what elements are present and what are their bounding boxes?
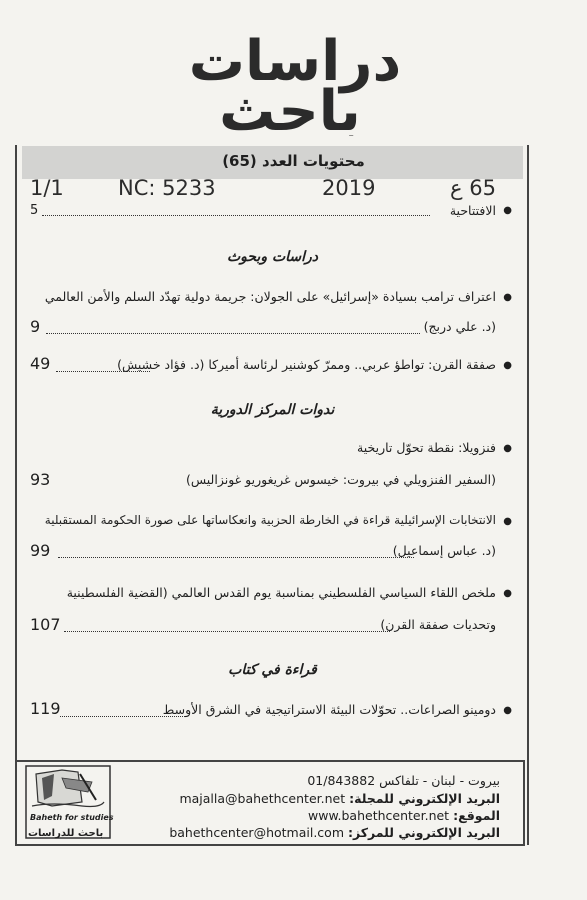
bullet-icon: ● (503, 588, 512, 599)
page-title: محتويات العدد (65) (222, 152, 365, 170)
bullet-icon: ● (503, 516, 512, 527)
website-label: الموقع: (453, 808, 500, 823)
toc-entry-line: وتحديات صفقة القرن) (380, 617, 496, 632)
toc-entry-line: الافتتاحية (449, 203, 496, 218)
toc-entry-line: ملخص اللقاء السياسي الفلسطيني بمناسبة يوم القدس العالمي (القضية الفلسطينية (66, 585, 496, 600)
masthead-logo (180, 18, 410, 136)
leader-dots (64, 631, 390, 632)
section-title: دراسات وبحوث (226, 249, 319, 265)
toc-entry-line: فنزويلا: نقطة تحوّل تاريخية (357, 440, 496, 455)
contact-address (160, 773, 500, 788)
leader-dots (56, 371, 150, 372)
toc-entry-line: اعتراف ترامب بسيادة «إسرائيل» على الجولان: جريمة دولية تهدّد السلم والأمن العالمي (44, 289, 496, 304)
bullet-icon: ● (503, 292, 512, 303)
handwritten-year: 2019 (322, 176, 376, 200)
logo-caption-ar: باحث للدراسات (28, 828, 104, 839)
masthead-logo-graphic (180, 18, 410, 136)
masthead-line2: باحث (219, 79, 361, 136)
leader-dots (60, 716, 185, 717)
contact-journal-email (160, 791, 500, 806)
leader-dots (42, 215, 430, 216)
bullet-icon: ● (503, 443, 512, 454)
bullet-icon: ● (503, 705, 512, 716)
toc-entry-line: (د. علي دربج) (423, 319, 496, 334)
page-number: 107 (30, 615, 61, 634)
section-title: ندوات المركز الدورية (210, 402, 335, 418)
bullet-icon: ● (503, 360, 512, 371)
page-number: 9 (30, 317, 41, 336)
website-link[interactable]: www.bahethcenter.net (308, 808, 450, 823)
page-number: 99 (30, 541, 51, 560)
toc-entry-line: صفقة القرن: تواطؤ عربي.. وممرّ كوشنير لرئاسة أميركا (د. فؤاد خشيش) (117, 357, 496, 372)
logo-caption-en: Baheth for studies (30, 813, 114, 822)
center-email-label: البريد الإلكتروني للمركز: (347, 825, 500, 840)
section-title: قراءة في كتاب (228, 662, 317, 678)
center-email-link[interactable]: bahethcenter@hotmail.com (169, 825, 344, 840)
contact-website (160, 808, 500, 823)
page-number: 49 (30, 354, 51, 373)
masthead-line1: دراسات (188, 29, 402, 94)
bullet-icon: ● (503, 205, 512, 216)
leader-dots (58, 557, 414, 558)
toc-entry-line: دومينو الصراعات.. تحوّلات البيئة الاستراتيجية في الشرق الأوسط (162, 702, 496, 717)
toc-entry-line: (د. عباس إسماعيل) (392, 543, 496, 558)
handwritten-ref1: 1/1 (30, 176, 64, 200)
phone-number: 01/843882 (307, 773, 376, 788)
contact-center-email (160, 825, 500, 840)
toc-entry-line: (السفير الفنزويلي في بيروت: خيسوس غريغوريو غونزاليس) (185, 472, 496, 487)
leader-dots (46, 333, 420, 334)
page-number: 93 (30, 470, 51, 489)
journal-email-label: البريد الإلكتروني للمجلة: (349, 791, 500, 806)
page-number: 119 (30, 699, 61, 718)
address-label: بيروت - لبنان - تلفاكس (379, 773, 500, 788)
handwritten-ref2: NC: 5233 (118, 176, 216, 200)
toc-entry-line: الانتخابات الإسرائيلية قراءة في الخارطة الحزبية وانعكاساتها على صورة الحكومة المستقبلية (44, 513, 496, 527)
journal-email-link[interactable]: majalla@bahethcenter.net (179, 791, 346, 806)
page-number: 5 (30, 203, 39, 218)
handwritten-issue: 65 ع (450, 176, 496, 200)
